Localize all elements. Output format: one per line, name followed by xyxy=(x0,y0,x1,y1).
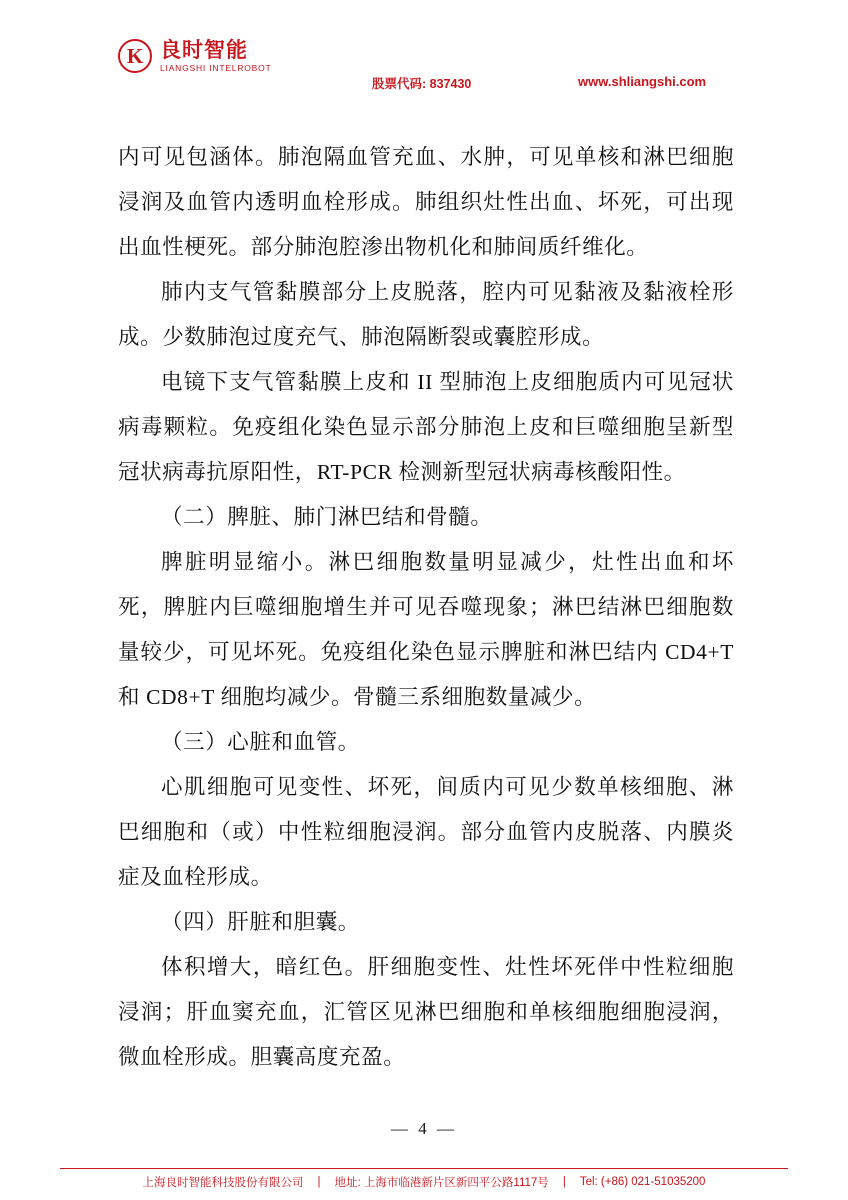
footer-address: 地址: 上海市临港新片区新四平公路1117号 xyxy=(334,1177,549,1189)
paragraph: 脾脏明显缩小。淋巴细胞数量明显减少，灶性出血和坏死，脾脏内巨噬细胞增生并可见吞噬现象；淋巴结淋巴细胞数量较少，可见坏死。免疫组化染色显示脾脏和淋巴结内 CD4+T 和 CD8+T 细胞均减少。骨髓三系细胞数量减少。 xyxy=(118,550,734,709)
logo-circle-k-icon xyxy=(118,39,152,73)
company-logo xyxy=(118,39,318,73)
logo-wordmark xyxy=(160,40,272,73)
paragraph: 体积增大，暗红色。肝细胞变性、灶性坏死伴中性粒细胞浸润；肝血窦充血，汇管区见淋巴细胞和单核细胞细胞浸润，微血栓形成。胆囊高度充盈。 xyxy=(118,955,734,1069)
stock-code: 股票代码: 837430 xyxy=(372,77,472,91)
website-url[interactable]: www.shliangshi.com xyxy=(578,74,707,89)
logo-english-name: LIANGSHI INTELROBOT xyxy=(160,62,272,73)
footer-separator: | xyxy=(317,1176,321,1188)
section-heading: （二）脾脏、肺门淋巴结和骨髓。 xyxy=(161,505,493,529)
logo-letter: K xyxy=(126,43,144,68)
footer-divider xyxy=(60,1168,788,1169)
paragraph: 电镜下支气管黏膜上皮和 II 型肺泡上皮细胞质内可见冠状病毒颗粒。免疫组化染色显示部分肺泡上皮和巨噬细胞呈新型冠状病毒抗原阳性，RT-PCR 检测新型冠状病毒核酸阳性。 xyxy=(118,370,734,484)
footer-separator: | xyxy=(562,1176,566,1188)
page-header xyxy=(0,26,848,91)
document-body xyxy=(118,135,734,1080)
logo-chinese-name: 良时智能 xyxy=(160,38,248,62)
footer-tel: Tel: (+86) 021-51035200 xyxy=(579,1176,706,1188)
page-number: — 4 — xyxy=(391,1119,457,1138)
section-heading: （三）心脏和血管。 xyxy=(161,730,360,754)
page-footer xyxy=(0,1174,848,1190)
paragraph: 肺内支气管黏膜部分上皮脱落，腔内可见黏液及黏液栓形成。少数肺泡过度充气、肺泡隔断裂或囊腔形成。 xyxy=(118,280,734,349)
section-heading: （四）肝脏和胆囊。 xyxy=(161,910,360,934)
paragraph: 内可见包涵体。肺泡隔血管充血、水肿，可见单核和淋巴细胞浸润及血管内透明血栓形成。肺组织灶性出血、坏死，可出现出血性梗死。部分肺泡腔渗出物机化和肺间质纤维化。 xyxy=(118,145,734,259)
footer-company: 上海良时智能科技股份有限公司 xyxy=(142,1177,304,1189)
paragraph: 心肌细胞可见变性、坏死，间质内可见少数单核细胞、淋巴细胞和（或）中性粒细胞浸润。部分血管内皮脱落、内膜炎症及血栓形成。 xyxy=(118,775,734,889)
